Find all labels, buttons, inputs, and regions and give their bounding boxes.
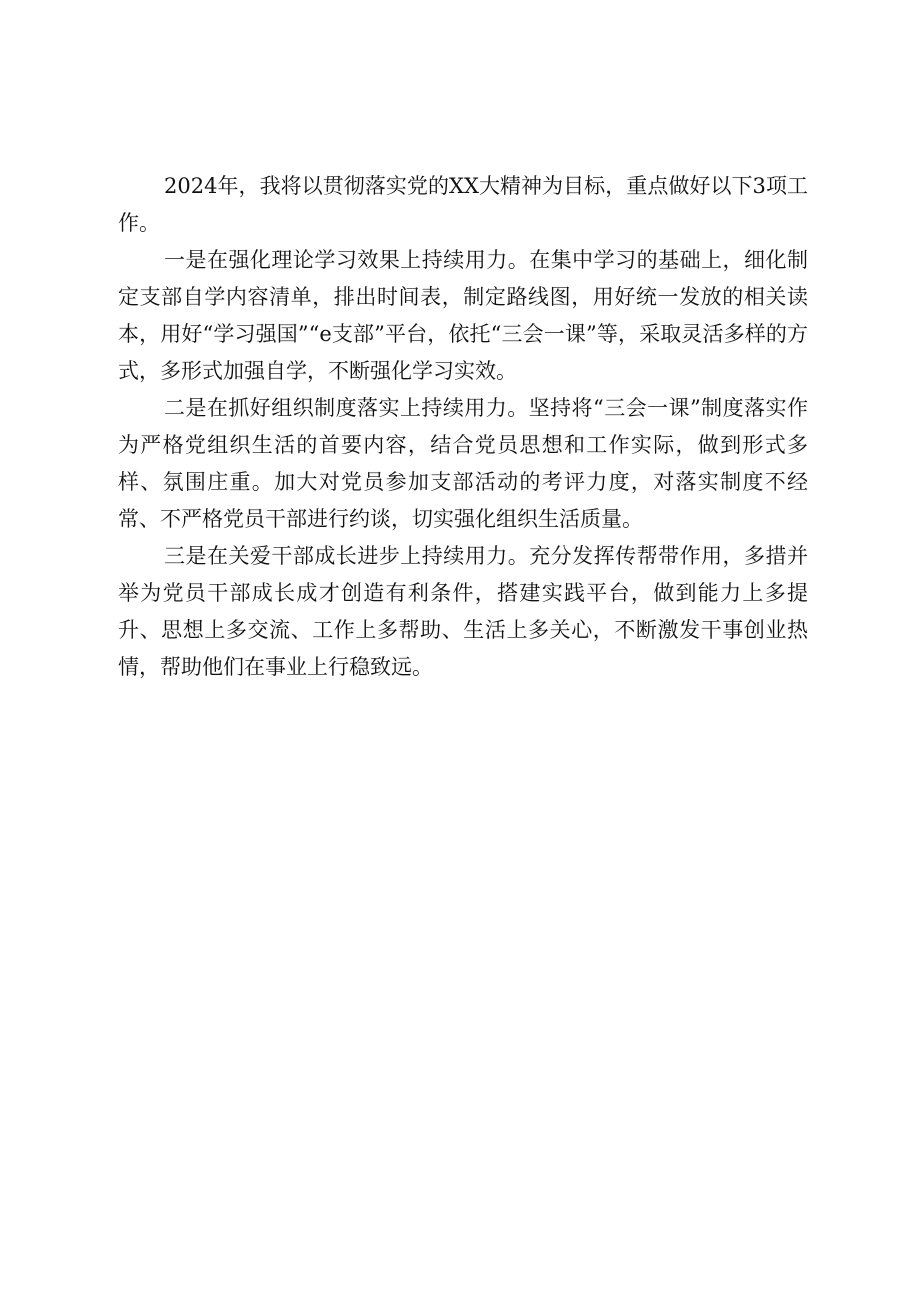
paragraph-point-one: 一是在强化理论学习效果上持续用力。在集中学习的基础上，细化制定支部自学内容清单，排出时间表，制定路线图，用好统一发放的相关读本，用好“学习强国”“e支部”平台，依托“三会一课”等，采取灵活多样的方式，多形式加强自学，不断强化学习实效。 xyxy=(118,248,808,383)
document-body xyxy=(118,168,808,686)
paragraph-point-two: 二是在抓好组织制度落实上持续用力。坚持将“三会一课”制度落实作为严格党组织生活的首要内容，结合党员思想和工作实际，做到形式多样、氛围庄重。加大对党员参加支部活动的考评力度，对落实制度不经常、不严格党员干部进行约谈，切实强化组织生活质量。 xyxy=(118,396,808,531)
paragraph-intro: 2024年，我将以贯彻落实党的XX大精神为目标，重点做好以下3项工作。 xyxy=(118,174,808,235)
paragraph-point-three: 三是在关爱干部成长进步上持续用力。充分发挥传帮带作用，多措并举为党员干部成长成才创造有利条件，搭建实践平台，做到能力上多提升、思想上多交流、工作上多帮助、生活上多关心，不断激发干事创业热情，帮助他们在事业上行稳致远。 xyxy=(118,544,808,679)
